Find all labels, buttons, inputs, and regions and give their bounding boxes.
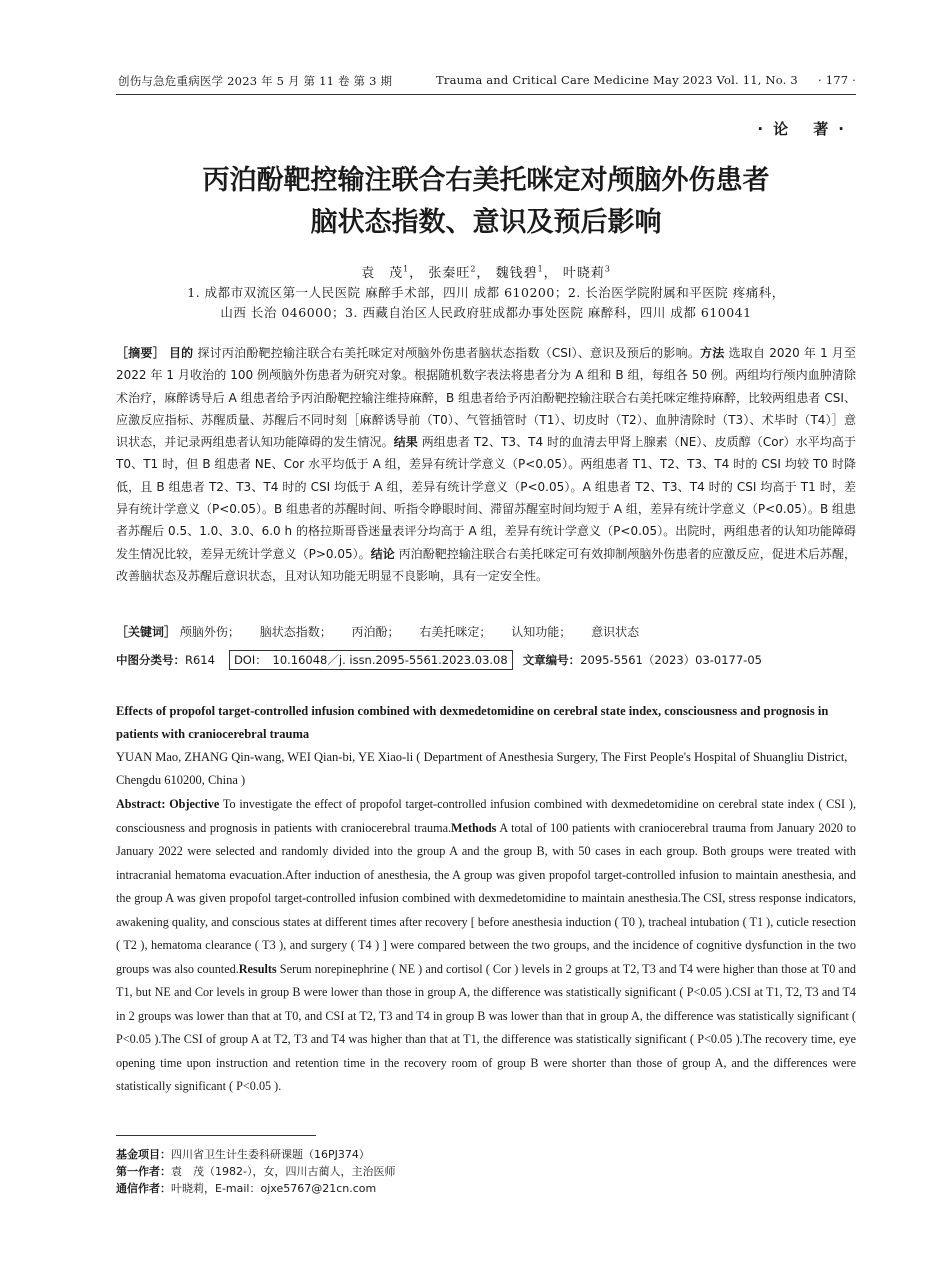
article-number: 2095-5561（2023）03-0177-05 (580, 653, 762, 667)
results-en-label: Results (238, 961, 277, 976)
footnote-divider (116, 1135, 316, 1136)
conclusion-text: 丙泊酚靶控输注联合右美托咪定可有效抑制颅脑外伤患者的应激反应，促进术后苏醒，改善脑状态及苏醒后意识状态，且对认知功能无明显不良影响，具有一定安全性。 (116, 546, 856, 583)
keyword: 右美托咪定； (419, 625, 492, 639)
title-line-1: 丙泊酚靶控输注联合右美托咪定对颅脑外伤患者 (202, 165, 770, 196)
header-journal-en: Trauma and Critical Care Medicine May 2023 Vol. 11, No. 3 (436, 73, 798, 87)
objective-en-label: Objective (169, 797, 220, 811)
author: 张秦旺$^2$ (428, 264, 477, 281)
abstract-en-label: Abstract: (116, 797, 166, 811)
methods-en-text: A total of 100 patients with craniocerebral trauma from January 2020 to January 2022 were selected and randomly divided into the group A and the group B, with 50 cases in each group. Both groups were treated with intracranial hematoma evacuation.After induction of anesthesia, the A group was given propofol target-controlled infusion to maintain anesthesia, and the group A was given propofol target-controlled infusion combined with dexmedetomidine to maintain anesthesia.The CSI, stress response indicators, awakening quality, and conscious states at different times after recovery [ before anesthesia induction ( T0 ), tracheal intubation ( T1 ), cuticle resection ( T2 ), hematoma clearance ( T3 ), and surgery ( T4 ) ] were compared between the two groups, and the incidence of cognitive dysfunction in the two groups was also counted. (116, 820, 856, 976)
affiliation-line-2: 山西 长治 046000；3. 西藏自治区人民政府驻成都办事处医院 麻醉科，四川 成都 610041 (220, 305, 752, 320)
english-authors: YUAN Mao, ZHANG Qin-wang, WEI Qian-bi, YE Xiao-li ( Department of Anesthesia Surgery, The First People's Hospital of Shuangliu District, Chengdu 610200, China ) (116, 750, 848, 787)
objective-text: 探讨丙泊酚靶控输注联合右美托咪定对颅脑外伤患者脑状态指数（CSI）、意识及预后的影响。 (197, 346, 701, 360)
conclusion-label: 结论 (370, 546, 395, 561)
author-list: 袁 茂$^1$， 张秦旺$^2$， 魏钱碧$^1$， 叶晓莉$^3$ (361, 264, 611, 281)
results-text: 两组患者 T2、T3、T4 时的血清去甲肾上腺素（NE）、皮质醇（Cor）水平均高于 T0、T1 时，但 B 组患者 NE、Cor 水平均低于 A 组，差异有统计学意义（P<0.05）。两组患者 T1、T2、T3、T4 时的 CSI 均较 T0 时降低，且 B 组患者 T2、T3、T4 时的 CSI 均低于 A 组，差异有统计学意义（P<0.05）。A 组患者 T2、T3、T4 时的 CSI 均高于 T1 时，差异有统计学意义（P<0.05）。B 组患者的苏醒时间、听指令睁眼时间、滞留苏醒室时间均短于 A 组，差异有统计学意义（P<0.05）。B 组患者苏醒后 0.5、1.0、3.0、6.0 h 的格拉斯哥昏迷量表评分均高于 A 组，差异有统计学意义（P<0.05）。出院时，两组患者的认知功能障碍发生情况比较，差异无统计学意义（P>0.05）。 (116, 435, 856, 561)
header-page-number: · 177 · (818, 73, 856, 87)
clc-code: R614 (185, 653, 215, 667)
doi-link[interactable]: DOI： 10.16048／j. issn.2095-5561.2023.03.08 (229, 650, 513, 670)
keyword: 丙泊酚； (351, 625, 400, 639)
article-number-label: 文章编号： (522, 653, 581, 667)
footnote-funding: 基金项目：四川省卫生计生委科研课题（16PJ374） (116, 1148, 370, 1161)
affiliation-line-1: 1. 成都市双流区第一人民医院 麻醉手术部，四川 成都 610200；2. 长治医学院附属和平医院 疼痛科， (187, 285, 785, 300)
keyword: 颅脑外伤； (179, 625, 240, 639)
keyword: 意识状态 (591, 625, 640, 639)
abstract-cn (116, 342, 856, 587)
affiliations (116, 283, 856, 323)
abstract-label: ［摘要］ (116, 346, 165, 360)
methods-text: 选取自 2020 年 1 月至 2022 年 1 月收治的 100 例颅脑外伤患者为研究对象。根据随机数字表法将患者分为 A 组和 B 组，每组各 50 例。两组均行颅内血肿清除术治疗，麻醉诱导后 A 组患者给予丙泊酚靶控输注维持麻醉，B 组患者给予丙泊酚靶控输注联合右美托咪定维持麻醉，比较两组患者 CSI、应激反应指标、苏醒质量、苏醒后不同时刻［麻醉诱导前（T0）、气管插管时（T1）、切皮时（T2）、血肿清除时（T3）、术毕时（T4）］意识状态，并记录两组患者认知功能障碍的发生情况。 (116, 346, 856, 450)
objective-label: 目的 (168, 346, 194, 360)
abstract-en (116, 793, 856, 1099)
methods-label: 方法 (700, 346, 725, 360)
footnote-first-author: 第一作者：袁 茂（1982-），女，四川古蔺人，主治医师 (116, 1165, 396, 1178)
results-en-text: Serum norepinephrine ( NE ) and cortisol ( Cor ) levels in 2 groups at T2, T3 and T4 were higher than those at T0 and T1, but NE and Cor levels in group B were lower than those in group A, the difference was statistically significant ( P<0.05 ).CSI at T1, T2, T3 and T4 in 2 groups was lower than that at T0, and CSI at T2, T3 and T4 in group B was lower than that in group A, the difference was statistically significant ( P<0.05 ).The CSI of group A at T2, T3 and T4 was higher than that at T1, the difference was statistically significant ( P<0.05 ).The recovery time, eye opening time upon instruction and retention time in the recovery room of group B were shorter than those of group A, and the differences were statistically significant ( P<0.05 ). (116, 961, 857, 1093)
classification-line (116, 650, 856, 670)
results-label: 结果 (393, 435, 418, 450)
footnotes (116, 1146, 856, 1197)
clc-label: 中图分类号： (116, 653, 185, 667)
objective-en-text: To investigate the effect of propofol target-controlled infusion combined with dexmedetomidine on cerebral state index ( CSI ), consciousness and prognosis in patients with craniocerebral trauma. (116, 797, 856, 835)
keywords (116, 623, 856, 640)
methods-en-label: Methods (451, 820, 497, 835)
column-tag: ·论 著· (757, 120, 854, 138)
keywords-label: ［关键词］ (116, 625, 177, 639)
header-journal-cn: 创伤与急危重病医学 2023 年 5 月 第 11 卷 第 3 期 (118, 74, 393, 88)
english-title: Effects of propofol target-controlled infusion combined with dexmedetomidine on cerebral state index, consciousness and prognosis in patients with craniocerebral trauma (116, 704, 829, 741)
author: 袁 茂$^1$ (361, 264, 410, 281)
keyword: 脑状态指数； (259, 625, 332, 639)
keyword: 认知功能； (511, 625, 572, 639)
title-line-2: 脑状态指数、意识及预后影响 (310, 207, 662, 238)
footnote-corresponding-author: 通信作者：叶晓莉，E-mail：ojxe5767@21cn.com (116, 1182, 377, 1195)
article-title (116, 160, 856, 244)
running-header (116, 70, 856, 95)
author: 叶晓莉$^3$ (562, 264, 611, 281)
author: 魏钱碧$^1$ (495, 264, 544, 281)
